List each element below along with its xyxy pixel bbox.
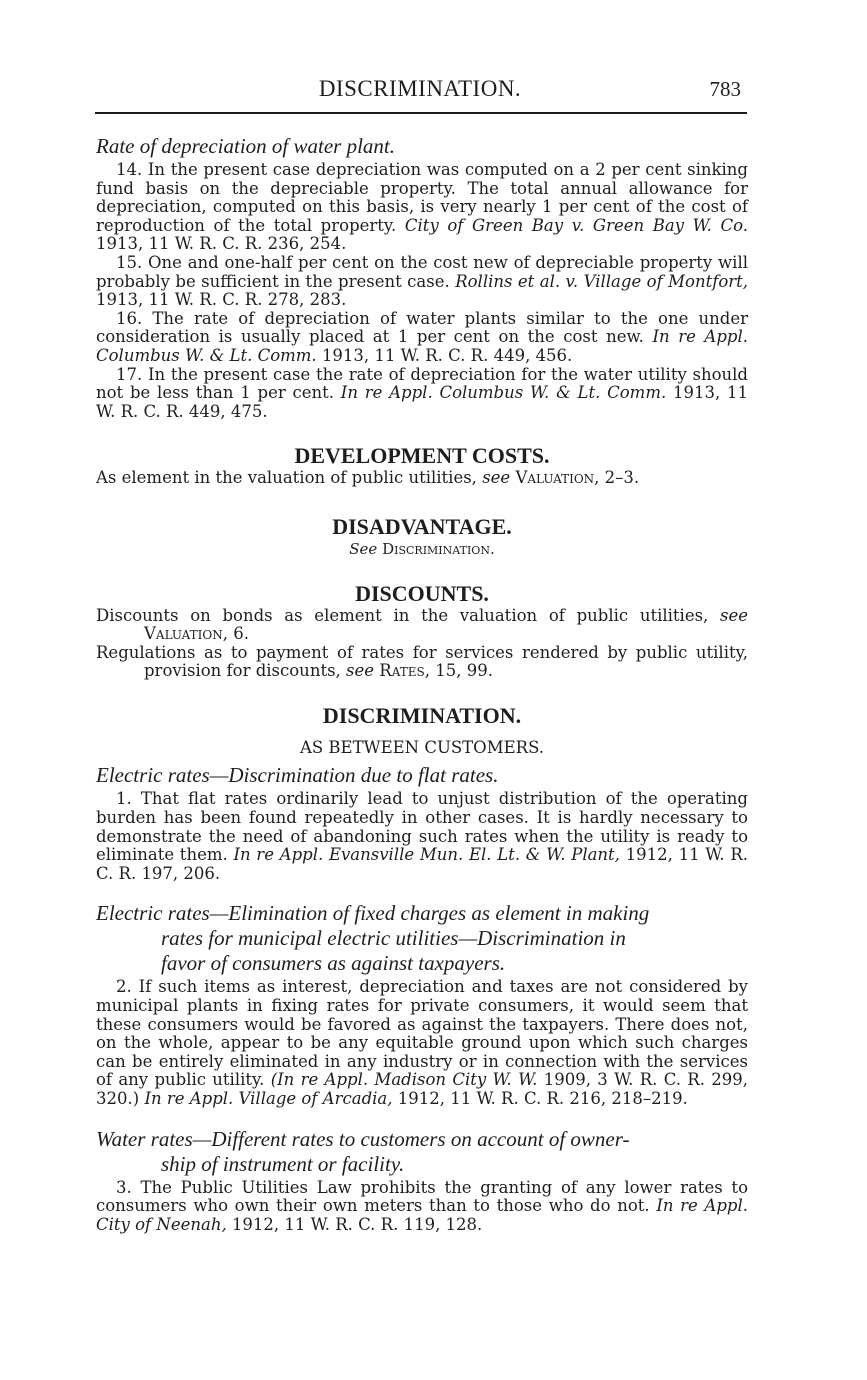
page-content bbox=[96, 134, 748, 1234]
heading-discounts: DISCOUNTS. bbox=[355, 580, 489, 606]
report-reference: 1913, 11 W. R. C. R. 278, 283. bbox=[96, 290, 347, 310]
cross-reference: Valuation bbox=[515, 468, 595, 488]
development-costs-entry: As element in the valuation of public utilities, see Valuation, 2–3. bbox=[96, 468, 640, 488]
case-citation: In re Appl. Columbus W. & Lt. Comm. bbox=[96, 327, 748, 365]
report-reference: 1913, 11 W. R. C. R. 449, 456. bbox=[321, 345, 573, 365]
case-citation: Rollins et al. v. Village of Montfort, bbox=[455, 271, 749, 291]
paragraph-17: 17. In the present case the rate of depreciation for the water utility should not be less than 1 per cent. In re Appl. Columbus W. & Lt. Comm. 1913, 11 W. R. C. R. 449, 475. bbox=[96, 364, 748, 421]
case-citation: In re Appl. City of Neenah, bbox=[96, 1196, 748, 1234]
case-citation: (In re Appl. Madison City W. W. bbox=[270, 1070, 538, 1090]
paragraph-15: 15. One and one-half per cent on the cost new of depreciable property will probably be sufficient in the present case. Rollins et al. v. Village of Montfort, 1913, 11 W. R. C. R. 278, 283. bbox=[96, 252, 749, 310]
topic-meter-ownership: Water rates—Different rates to customers on account of owner- ship of instrument or facility. bbox=[96, 1126, 630, 1176]
topic-fixed-charges: Electric rates—Elimination of fixed charges as element in making rates for municipal electric utilities—Discrimination in favor of consumers as against taxpayers. bbox=[96, 901, 650, 976]
case-citation: In re Appl. Village of Arcadia, bbox=[144, 1089, 393, 1108]
topic-flat-rates: Electric rates—Discrimination due to flat rates. bbox=[96, 763, 499, 788]
heading-discrimination: DISCRIMINATION. bbox=[322, 702, 522, 728]
case-citation: City of Green Bay v. Green Bay W. Co. bbox=[404, 215, 749, 235]
discounts-entry-1: Discounts on bonds as element in the valuation of public utilities, see Valuation, 6. bbox=[96, 605, 749, 644]
paragraph-2: 2. If such items as interest, depreciation and taxes are not considered by municipal plants in fixing rates for private consumers, it would seem that these consumers would be favored as against the taxpayers. There does not, on the whole, appear to be any equitable ground upon which such charges can be entirely eliminated in any industry or in connection with the services of any public utility. (In re Appl. Madison City W. W. 1909, 3 W. R. C. R. 299, 320.) In re Appl. Village of Arcadia, 1912, 11 W. R. C. R. 216, 218–219. bbox=[96, 977, 748, 1108]
cross-reference: Valuation bbox=[144, 624, 223, 644]
page-number: 783 bbox=[709, 77, 741, 101]
cross-reference: Rates bbox=[379, 661, 425, 681]
case-citation: In re Appl. Evansville Mun. El. Lt. & W. Plant, bbox=[233, 845, 620, 865]
disadvantage-see-also: See Discrimination. bbox=[349, 539, 495, 558]
report-reference: 1912, 11 W. R. C. R. 197, 206. bbox=[96, 845, 749, 883]
paragraph-1: 1. That flat rates ordinarily lead to unjust distribution of the operating burden has been found repeatedly in other cases. It is hardly necessary to demonstrate the need of abandoning such rates when the utility is ready to eliminate them. In re Appl. Evansville Mun. El. Lt. & W. Plant, 1912, 11 W. R. C. R. 197, 206. bbox=[96, 789, 749, 883]
paragraph-14: 14. In the present case depreciation was computed on a 2 per cent sinking fund basis on the depreciable property. The total annual allowance for depreciation, computed on this basis, is very nearly 1 per cent of the cost of reproduction of the total property. City of Green Bay v. Green Bay W. Co. 1913, 11 W. R. C. R. 236, 254. bbox=[96, 160, 749, 254]
paragraph-3: 3. The Public Utilities Law prohibits the granting of any lower rates to consumers who own their own meters than to those who do not. In re Appl. City of Neenah, 1912, 11 W. R. C. R. 119, 128. bbox=[96, 1177, 748, 1234]
report-reference: 1912, 11 W. R. C. R. 119, 128. bbox=[231, 1214, 483, 1234]
case-citation: In re Appl. Columbus W. & Lt. Comm. bbox=[340, 383, 667, 403]
cross-reference: Discrimination. bbox=[382, 539, 495, 558]
report-reference: 1913, 11 W. R. C. R. 236, 254. bbox=[96, 234, 347, 254]
heading-disadvantage: DISADVANTAGE. bbox=[332, 513, 512, 539]
header-rule bbox=[95, 112, 747, 114]
report-reference: 1909, 3 W. R. C. R. 299, 320.) bbox=[96, 1070, 748, 1108]
heading-development-costs: DEVELOPMENT COSTS. bbox=[294, 443, 550, 469]
section-subhead: Rate of depreciation of water plant. bbox=[96, 134, 396, 158]
discounts-entry-2: Regulations as to payment of rates for services rendered by public utility, provision for discounts, see Rates, 15, 99. bbox=[96, 642, 748, 681]
running-title: DISCRIMINATION. bbox=[318, 76, 522, 101]
report-reference: 1912, 11 W. R. C. R. 216, 218–219. bbox=[397, 1089, 688, 1108]
running-header bbox=[95, 76, 745, 110]
report-reference: 1913, 11 W. R. C. R. 449, 475. bbox=[96, 383, 748, 421]
subheading-between-customers: AS BETWEEN CUSTOMERS. bbox=[299, 737, 545, 757]
paragraph-16: 16. The rate of depreciation of water plants similar to the one under consideration is usually placed at 1 per cent on the cost new. In re Appl. Columbus W. & Lt. Comm. 1913, 11 W. R. C. R. 449, 456. bbox=[96, 308, 748, 365]
